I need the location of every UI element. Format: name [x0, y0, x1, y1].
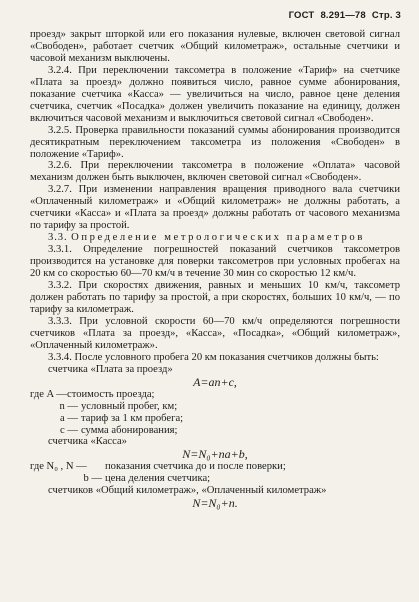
page-header [283, 10, 401, 21]
definition-row [30, 413, 400, 425]
definition-row [30, 401, 400, 413]
definition-row [30, 389, 400, 401]
km-formula: N=N₀+n. [192, 496, 238, 511]
cash-formula: N=N₀+na+b, [182, 447, 248, 462]
paragraph-3-2-6: 3.2.6. При переключении таксометра в положение «Оплата» часовой механизм должен быть выключен, включен световой сигнал «Свободен». [30, 160, 400, 184]
definition-symbol: где A — [30, 388, 67, 400]
definition-text: сумма абонирования; [81, 424, 178, 436]
definition-text: тариф за 1 км пробега; [81, 412, 184, 424]
paragraph-3-2-5: 3.2.5. Проверка правильности показаний суммы абонирования производится десятикратным переключением таксометра из положения «Свободен» в положение «Тариф». [30, 124, 400, 160]
paragraph-3-3-4: 3.3.4. После условного пробега 20 км показания счетчиков должны быть: [48, 351, 379, 363]
definition-symbol: n — [59, 400, 78, 412]
fare-counter-label: счетчика «Плата за проезд» [48, 363, 173, 375]
definition-row [30, 473, 400, 485]
paragraph-3-3-3: 3.3.3. При условной скорости 60—70 км/ч определяются погрешности счетчиков «Плата за проезд», «Касса», «Посадка», «Общий километраж», «Оплаченный километраж». [30, 315, 400, 351]
fare-formula: A=an+c, [193, 374, 237, 389]
km-counters-label: счетчиков «Общий километраж», «Оплаченный километраж» [48, 485, 327, 497]
section-title: Определение метрологических параметров [71, 232, 365, 244]
paragraph-3-2-4: 3.2.4. При переключении таксометра в положение «Тариф» на счетчике «Плата за проезд» должно появиться число, равное сумме абонирования, показание счетчика «Касса» — увеличиться на число, равное цене деления счетчика, счетчик «Посадка» должен увеличить показание на единицу, должен включиться часовой механизм и выключиться световой сигнал «Свободен». [30, 64, 400, 124]
standard-number: 8.291—78 [320, 10, 366, 21]
definition-text: стоимость проезда; [67, 388, 155, 400]
paragraph-3-3-2: 3.3.2. При скоростях движения, равных и меньших 10 км/ч, таксометр должен работать по тарифу за простой, а при скоростях, больших 10 км/ч, — по тарифу за километраж. [30, 280, 400, 315]
definition-text: условный пробег, км; [81, 400, 178, 412]
section-number: 3.3. [48, 232, 68, 244]
definition-row [30, 461, 400, 473]
definition-symbol: c — [60, 424, 78, 436]
page-body [30, 29, 400, 510]
paragraph-3-2-7: 3.2.7. При изменении направления вращения приводного вала счетчики «Оплаченный километраж» и «Общий километраж» не должны работать, а счетчики «Касса» и «Плата за проезд» должны работать от часового механизма по тарифу за простой. [30, 184, 400, 232]
standard-label: ГОСТ [288, 10, 315, 21]
paragraph-continued: проезд» закрыт шторкой или его показания нулевые, включен световой сигнал «Свободен», работает счетчик «Общий километраж», остальные счетчики и часовой механизм выключены. [30, 29, 400, 64]
definition-symbol: b — [83, 473, 102, 485]
cash-counter-label: счетчика «Касса» [48, 436, 127, 448]
section-heading-3-3 [30, 232, 400, 244]
definition-text: цена деления счетчика; [105, 473, 211, 485]
definition-symbol: a — [60, 412, 78, 424]
page-number: Стр. 3 [371, 10, 401, 21]
paragraph-3-3-1: 3.3.1. Определение погрешностей показаний счетчиков таксометров производится на установке для поверки таксометров при условных пробегах на 20 км со скоростью 60—70 км/ч в течение 30 мин со скоростью 12 км/ч. [30, 244, 400, 280]
definition-row [30, 425, 400, 437]
definition-text: показания счетчика до и после поверки; [105, 461, 286, 473]
definition-symbol: где N₀ , N — [30, 461, 87, 473]
